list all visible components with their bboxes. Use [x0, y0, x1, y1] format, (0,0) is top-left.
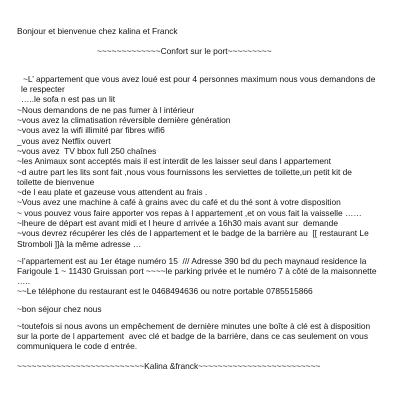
info-line: ~les Animaux sont acceptés mais il est interdit de les laisser seul dans l appartement [17, 156, 331, 166]
info-line: _vous avez Netflix ouvert [17, 136, 111, 146]
info-line: ~Vous avez une machine à café à grains avec du café et du thé sont à votre disposition [17, 197, 341, 207]
note-line: ~toutefois si nous avons un empêchement de dernière minutes une boîte à clé est à disposition [17, 321, 371, 331]
note-line: sur la porte de l appartement avec clé et badge de la barrière, dans ce cas seulement on vous [17, 331, 369, 341]
info-line: ~de l eau plate et gazeuse vous attendent au frais . [17, 187, 208, 197]
note-line: communiquera le code d entrée. [17, 341, 138, 351]
info-line: ~d autre part les lits sont fait ,nous vous fournissons les serviettes de toilette,un petit kit de [17, 167, 352, 177]
info-line: Stromboli ]]à la même adresse … [17, 239, 142, 249]
info-line: …..le sofa n est pas un lit [21, 94, 116, 104]
address-line: ~l’appartement est au 1er étage numéro 15 /// Adresse 390 bd du pech maynaud residence la [17, 256, 367, 266]
info-line: le respecter [21, 84, 65, 94]
phone-line: ~~Le téléphone du restaurant est le 0468494636 ou notre portable 0785515866 [17, 286, 313, 296]
info-line: ~vous avez la wifi illimité par fibres wifi6 [17, 125, 165, 135]
greeting: Bonjour et bienvenue chez kalina et Franck [17, 26, 178, 36]
info-line: ~lheure de départ est avant midi et l heure d arrivée a 16h30 mais avant sur demande [17, 218, 339, 228]
info-line: ~vous avez TV bbox full 250 chaînes [17, 146, 157, 156]
wish-line: ~bon séjour chez nous [17, 304, 102, 314]
info-line: ~vous devrez récupérer les clés de l appartement et le badge de la barrière au [[ restaurant Le [17, 228, 369, 238]
section-title: ~~~~~~~~~~~~~Confort sur le port~~~~~~~~~ [97, 46, 272, 56]
info-line: ~ vous pouvez vous faire apporter vos repas à l appartement ,et on vous fait la vaisselle …… [17, 208, 362, 218]
info-line: ~vous avez la climatisation réversible dernière génération [17, 115, 231, 125]
info-line: ~Nous demandons de ne pas fumer à l intérieur [17, 105, 195, 115]
signature: ~~~~~~~~~~~~~~~~~~~~~~~~~~Kalina &franck~~~~~~~~~~~~~~~~~~~~~~~~~ [17, 361, 321, 371]
address-line: ….. [17, 276, 31, 286]
address-line: Farigoule 1 ~ 11430 Gruissan port ~~~~le parking privée et le numéro 7 à côté de la maisonnette [17, 266, 377, 276]
info-line: ~L’ appartement que vous avez loué est pour 4 personnes maximum nous vous demandons de [23, 74, 376, 84]
info-line: toilette de bienvenue [17, 177, 95, 187]
